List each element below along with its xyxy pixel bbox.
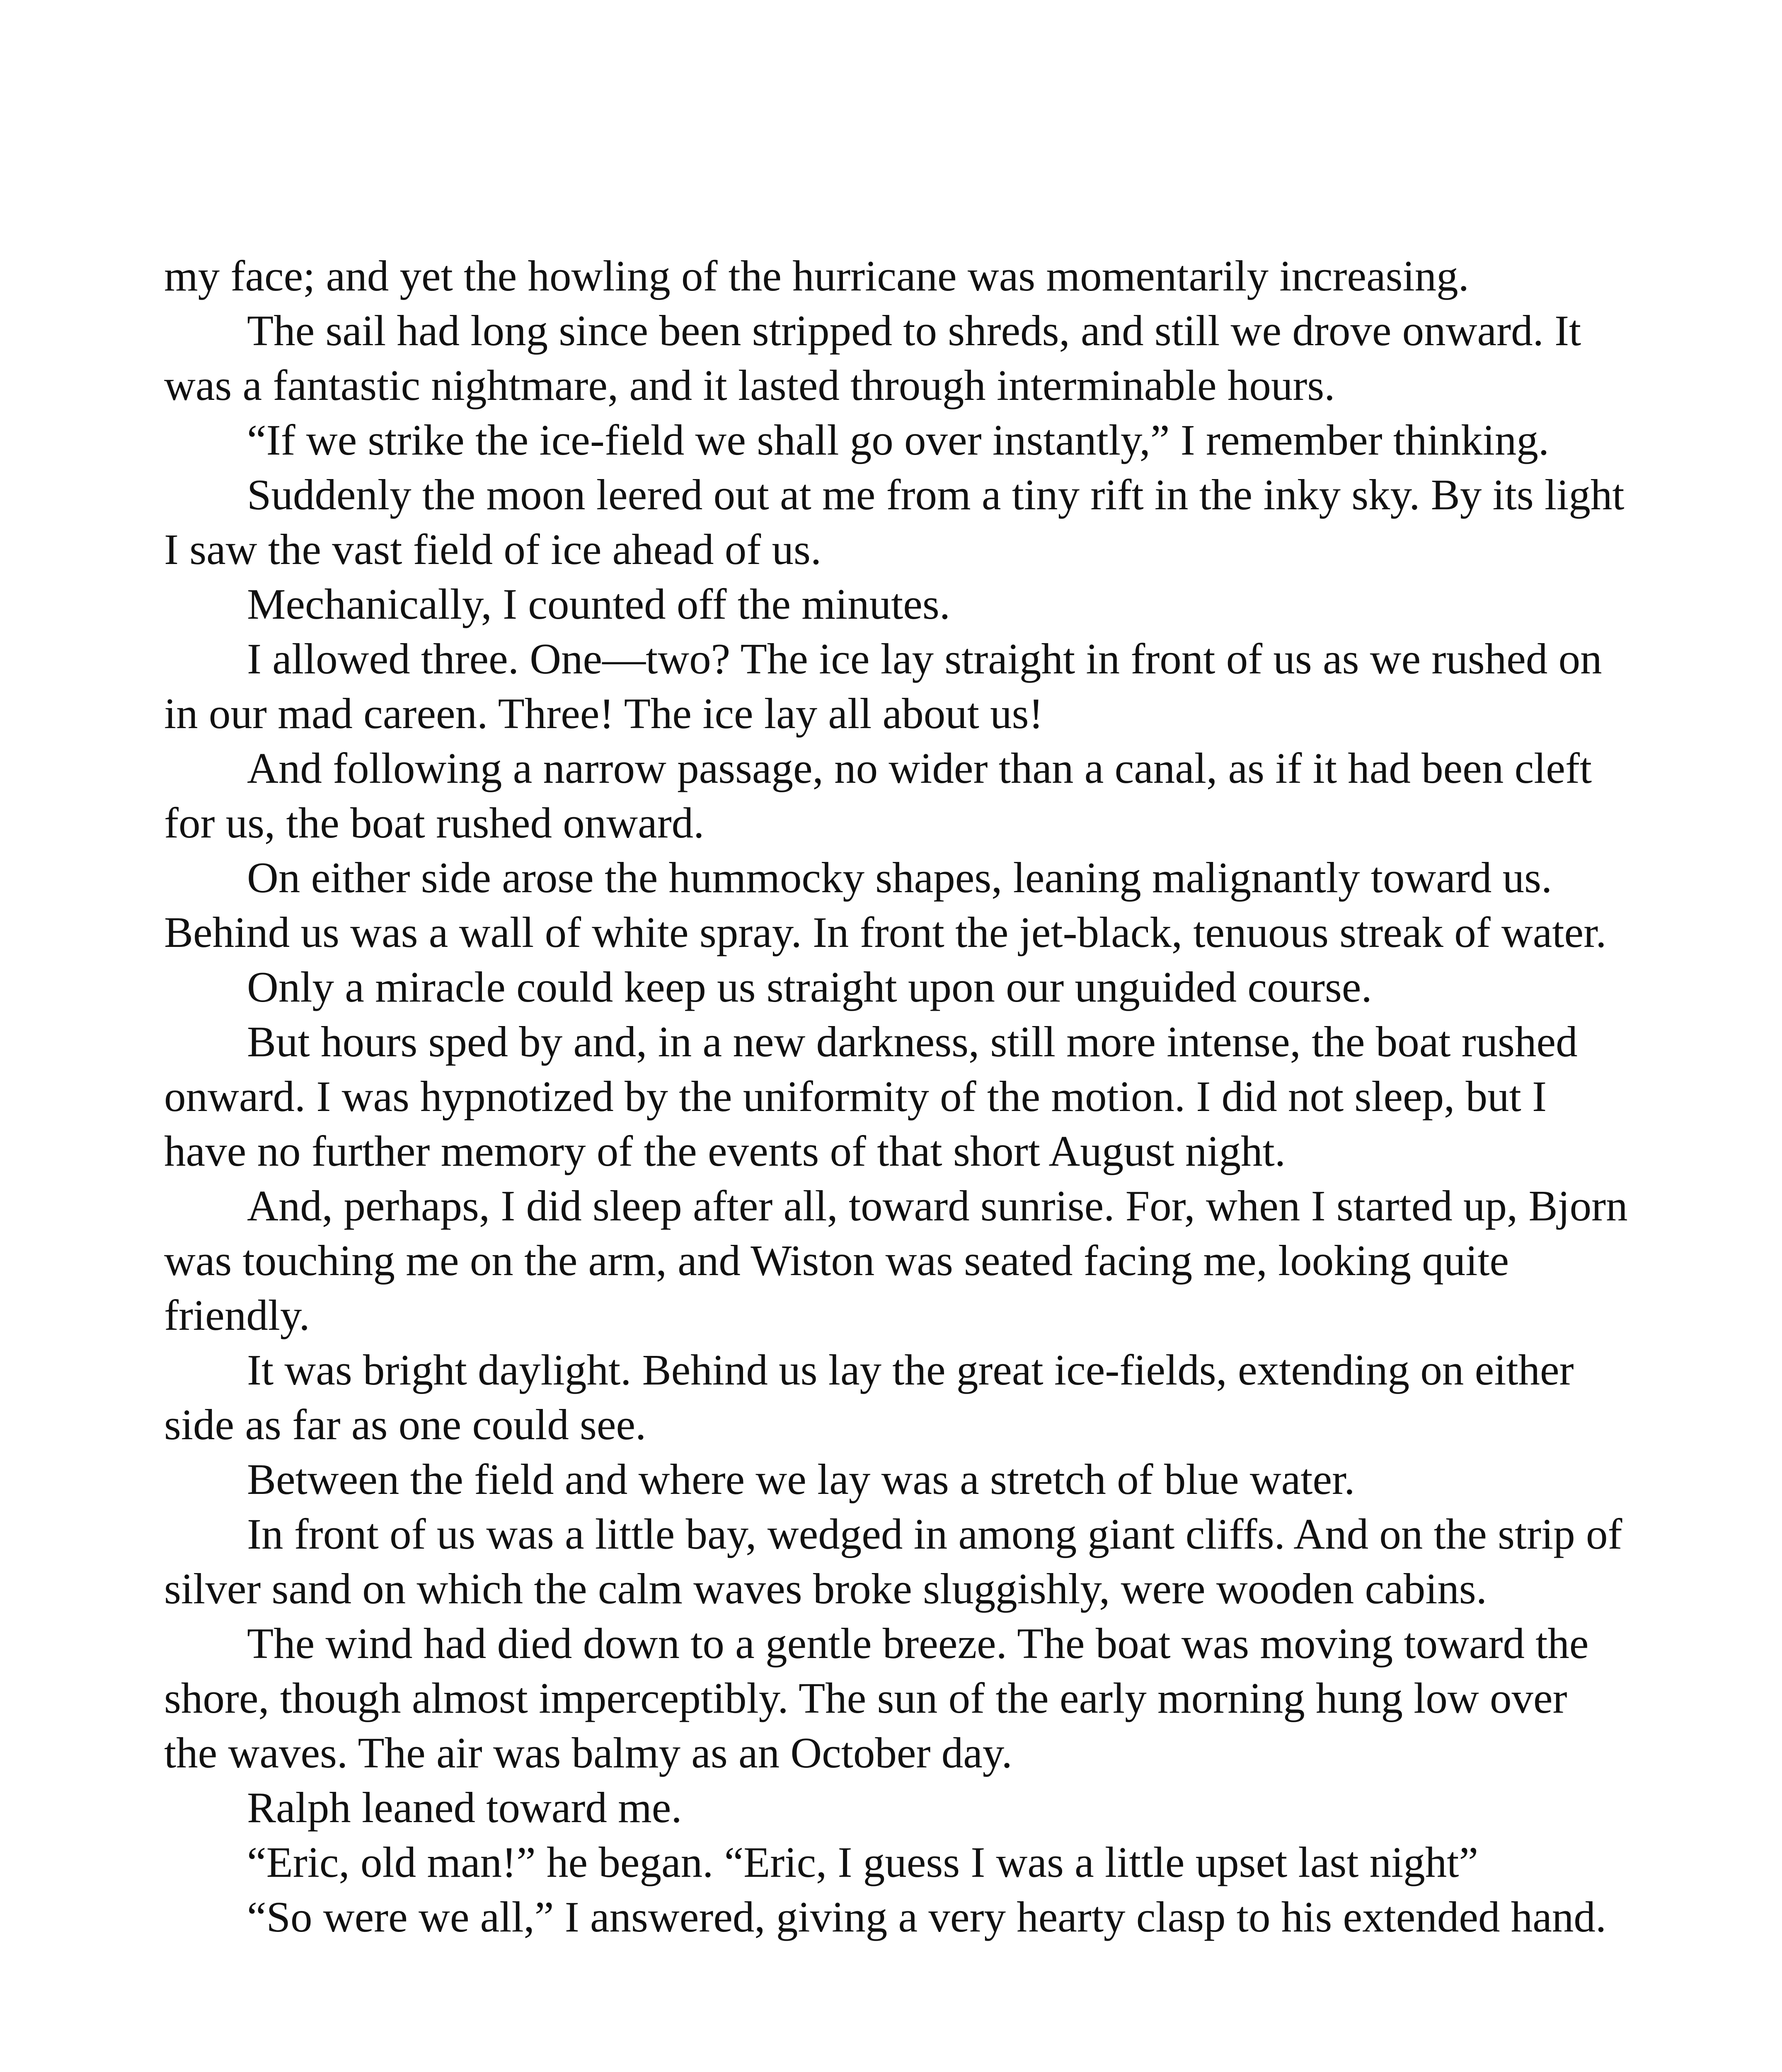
paragraph: Ralph leaned toward me. [247,1783,682,1832]
paragraph: I allowed three. One—two? The ice lay straight in front of us as we rushed on in our mad careen. Three! The ice lay all about us! [164,634,1602,738]
paragraph: And, perhaps, I did sleep after all, toward sunrise. For, when I started up, Bjorn was touching me on the arm, and Wiston was seated facing me, looking quite friendly. [164,1181,1628,1339]
paragraph: Only a miracle could keep us straight upon our unguided course. [247,963,1372,1011]
paragraph: Mechanically, I counted off the minutes. [247,580,950,628]
paragraph: “If we strike the ice-field we shall go over instantly,” I remember thinking. [247,416,1550,464]
paragraph: “So were we all,” I answered, giving a very hearty clasp to his extended hand. [247,1893,1607,1941]
paragraph: The sail had long since been stripped to shreds, and still we drove onward. It was a fantastic nightmare, and it lasted through interminable hours. [164,306,1581,409]
paragraph: Suddenly the moon leered out at me from a tiny rift in the inky sky. By its light I saw the vast field of ice ahead of us. [164,470,1625,574]
paragraph: But hours sped by and, in a new darkness, still more intense, the boat rushed onward. I was hypnotized by the uniformity of the motion. I did not sleep, but I have no further memory of the events of that short August night. [164,1017,1578,1175]
body-text [164,249,1631,1944]
paragraph: “Eric, old man!” he began. “Eric, I guess I was a little upset last night” [247,1838,1479,1886]
paragraph: In front of us was a little bay, wedged in among giant cliffs. And on the strip of silver sand on which the calm waves broke sluggishly, were wooden cabins. [164,1510,1622,1613]
paragraph-continued: my face; and yet the howling of the hurricane was momentarily increasing. [164,252,1469,300]
paragraph: It was bright daylight. Behind us lay the great ice-fields, extending on either side as far as one could see. [164,1346,1574,1449]
paragraph: The wind had died down to a gentle breeze. The boat was moving toward the shore, though almost imperceptibly. The sun of the early morning hung low over the waves. The air was balmy as an October day. [164,1619,1589,1777]
paragraph: And following a narrow passage, no wider than a canal, as if it had been cleft for us, the boat rushed onward. [164,744,1592,847]
paragraph: Between the field and where we lay was a stretch of blue water. [247,1455,1355,1503]
paragraph: On either side arose the hummocky shapes, leaning malignantly toward us. Behind us was a wall of white spray. In front the jet-black, tenuous streak of water. [164,853,1607,956]
